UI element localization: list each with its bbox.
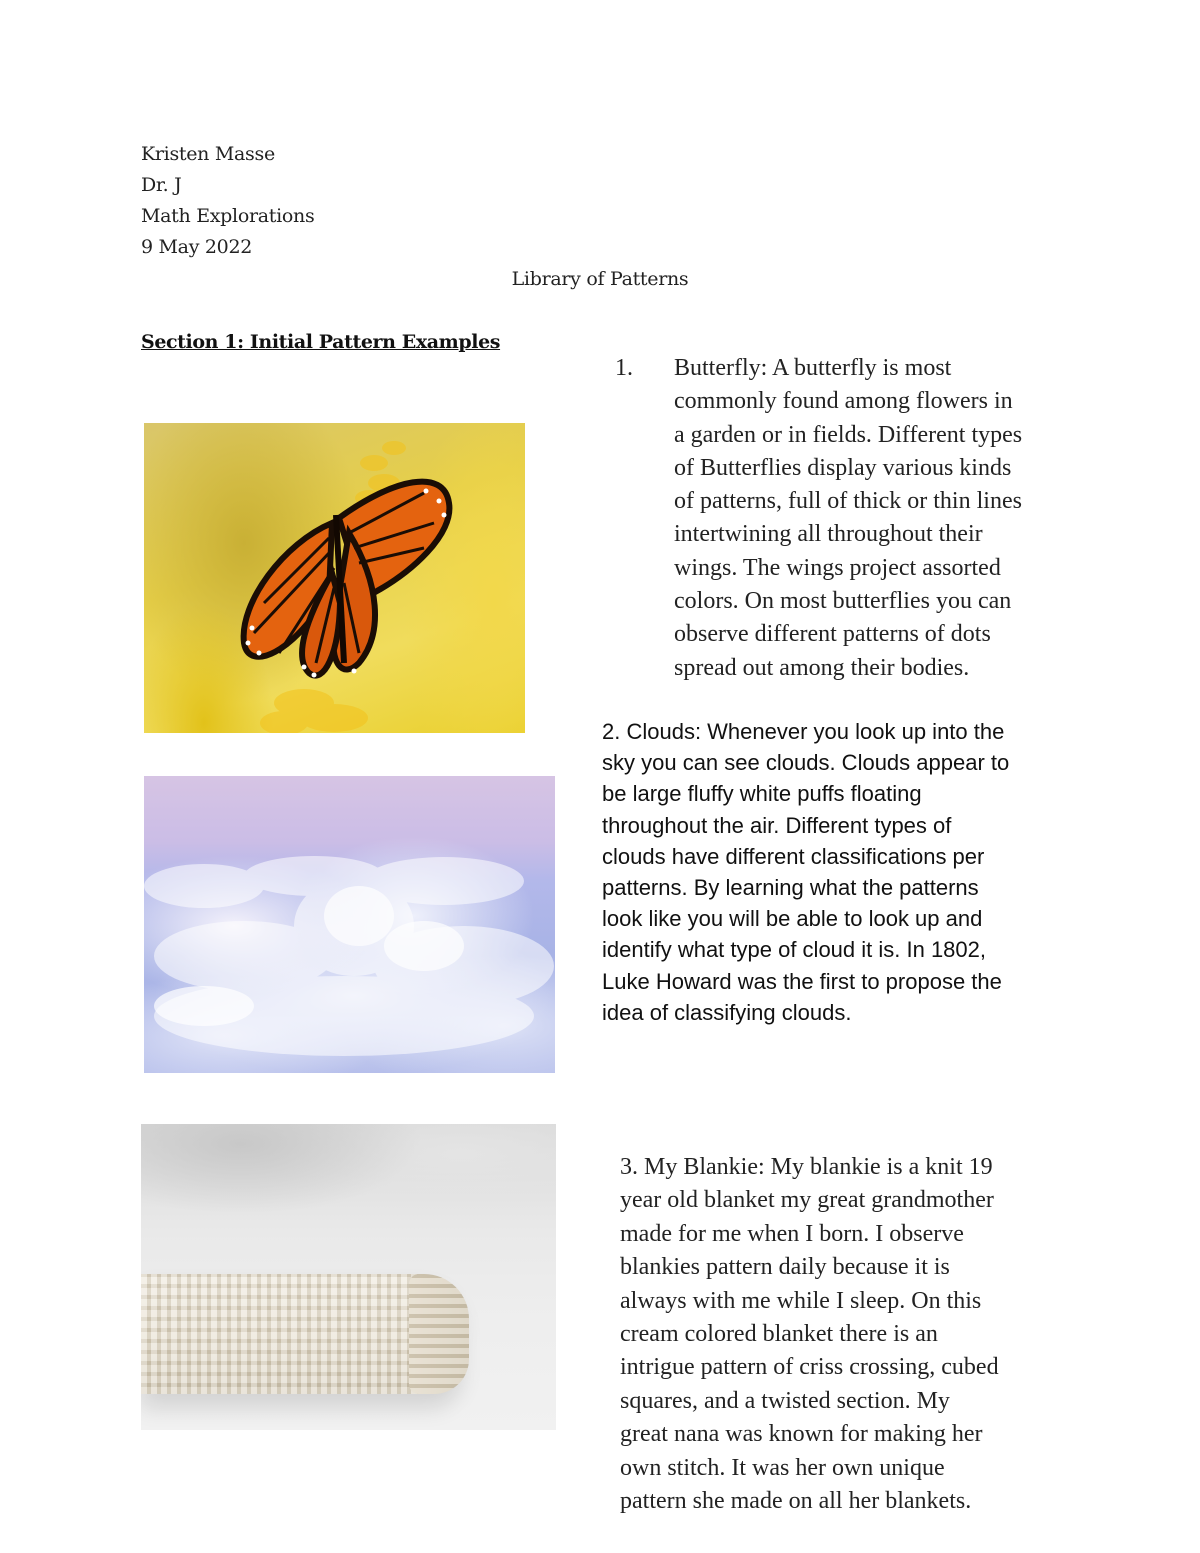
text-line: great nana was known for making her: [620, 1421, 983, 1448]
text-line: squares, and a twisted section. My: [620, 1387, 950, 1414]
clouds-photo: [144, 776, 555, 1073]
document-title: Library of Patterns: [511, 268, 689, 290]
text-line: blankies pattern daily because it is: [620, 1254, 950, 1281]
text-line: Luke Howard was the first to propose the: [602, 968, 1002, 994]
knit-blanket-edge: [409, 1274, 469, 1394]
author-name: Kristen Masse: [141, 143, 275, 165]
pattern-item-clouds: [602, 716, 1122, 1028]
pattern-item-blankie: [620, 1151, 1090, 1518]
text-line: cream colored blanket there is an: [620, 1321, 938, 1348]
text-line: a garden or in fields. Different types: [674, 421, 1023, 448]
text-line: 2. Clouds: Whenever you look up into the: [602, 719, 1005, 744]
text-line: colors. On most butterflies you can: [674, 588, 1012, 615]
document-date: 9 May 2022: [141, 236, 253, 258]
text-line: look like you will be able to look up and: [602, 906, 983, 932]
text-line: be large fluffy white puffs floating: [602, 781, 922, 807]
text-line: sky you can see clouds. Clouds appear to: [602, 750, 1010, 776]
butterfly-photo: [144, 423, 525, 733]
text-line: commonly found among flowers in: [674, 388, 1013, 415]
course-name: Math Explorations: [141, 205, 315, 227]
text-line: intrigue pattern of criss crossing, cubed: [620, 1354, 999, 1381]
blankie-photo: [141, 1124, 556, 1430]
text-line: year old blanket my great grandmother: [620, 1187, 994, 1214]
text-line: identify what type of cloud it is. In 1802,: [602, 937, 987, 963]
section-heading: Section 1: Initial Pattern Examples: [141, 331, 501, 353]
text-line: throughout the air. Different types of: [602, 812, 952, 838]
clouds-illustration: [144, 776, 555, 1073]
instructor-name: Dr. J: [141, 174, 182, 196]
text-line: own stitch. It was her own unique: [620, 1454, 945, 1481]
text-line: always with me while I sleep. On this: [620, 1287, 982, 1314]
text-line: intertwining all throughout their: [674, 521, 983, 548]
text-line: patterns. By learning what the patterns: [602, 875, 979, 901]
text-line: 3. My Blankie: My blankie is a knit 19: [620, 1154, 993, 1180]
text-line: wings. The wings project assorted: [674, 554, 1001, 581]
item-number: 1.: [615, 355, 633, 381]
text-line: pattern she made on all her blankets.: [620, 1488, 972, 1515]
text-line: spread out among their bodies.: [674, 654, 970, 681]
item-description: [674, 352, 1094, 685]
text-line: observe different patterns of dots: [674, 621, 991, 648]
text-line: idea of classifying clouds.: [602, 999, 852, 1025]
text-line: made for me when I born. I observe: [620, 1220, 964, 1247]
butterfly-illustration: [144, 423, 525, 733]
text-line: clouds have different classifications per: [602, 843, 985, 869]
text-line: Butterfly: A butterfly is most: [674, 355, 952, 381]
text-line: of patterns, full of thick or thin lines: [674, 488, 1022, 515]
text-line: of Butterflies display various kinds: [674, 454, 1012, 481]
